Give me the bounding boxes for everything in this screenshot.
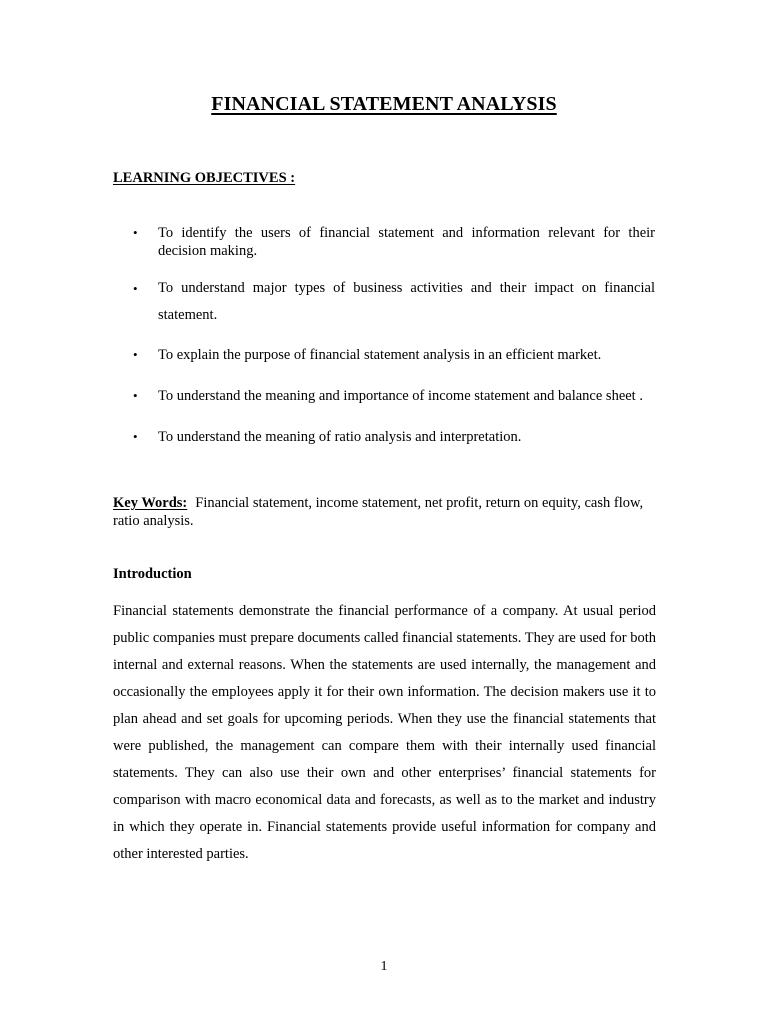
objective-text: To explain the purpose of financial statement analysis in an efficient market. (158, 347, 602, 363)
objective-text: To understand major types of business activities and their impact on financial statement. (158, 280, 655, 323)
page-number: 1 (380, 959, 388, 974)
bullet-icon: • (133, 388, 138, 403)
key-words-paragraph (113, 494, 653, 530)
bullet-icon: • (133, 347, 138, 362)
learning-objectives-heading: LEARNING OBJECTIVES : (113, 170, 296, 186)
bullet-icon: • (133, 281, 138, 296)
key-words-label: Key Words: (113, 495, 188, 511)
bullet-icon: • (133, 225, 138, 240)
introduction-paragraph: Financial statements demonstrate the financial performance of a company. At usual period public companies must prepare documents called financial statements. They are used for both internal and external reasons. When the statements are used internally, the management and occasionally the employees apply it for their own information. The decision makers use it to plan ahead and set goals for upcoming periods. When they use the financial statements that were published, the management can compare them with their internally used financial statements. They can also use their own and other enterprises’ financial statements for comparison with macro economical data and forecasts, as well as to the market and industry in which they operate in. Financial statements provide useful information for company and other interested parties. (113, 603, 656, 862)
bullet-icon: • (133, 429, 138, 444)
objective-text: To understand the meaning and importance of income statement and balance sheet . (158, 388, 643, 404)
objective-text: To identify the users of financial statement and information relevant for their decision making. (158, 225, 655, 259)
page-title: FINANCIAL STATEMENT ANALYSIS (211, 93, 557, 115)
key-words-text: Financial statement, income statement, net profit, return on equity, cash flow, ratio analysis. (113, 495, 644, 529)
objective-text: To understand the meaning of ratio analysis and interpretation. (158, 429, 522, 445)
introduction-heading: Introduction (113, 566, 192, 582)
